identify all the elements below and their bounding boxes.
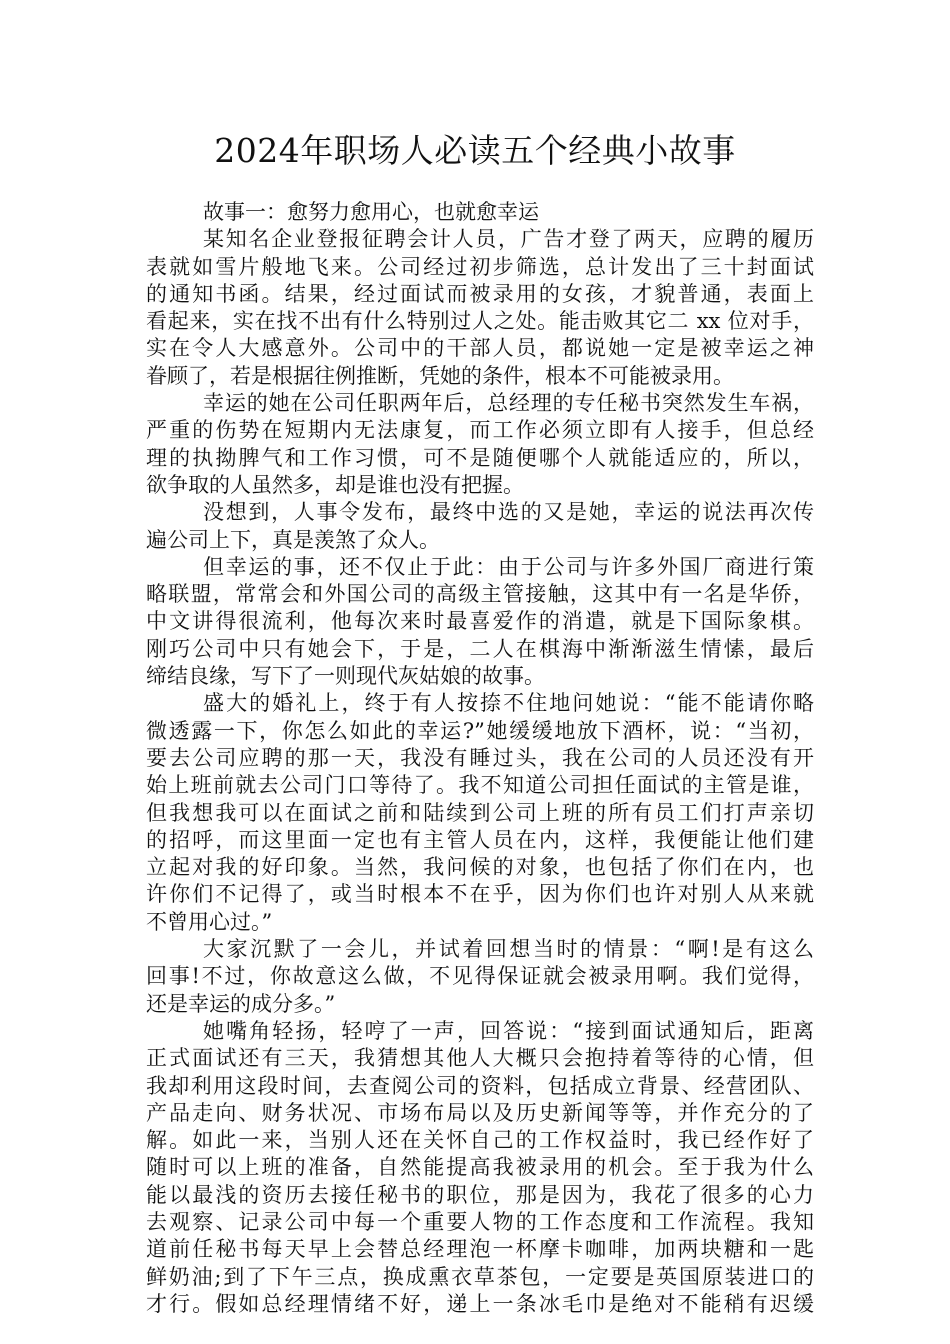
text-line: 欲争取的人虽然多，却是谁也没有把握。 [146, 472, 524, 497]
text-line: 道前任秘书每天早上会替总经理泡一杯摩卡咖啡，加两块糖和一匙 [146, 1237, 814, 1262]
text-line: 理的执拗脾气和工作习惯，可不是随便哪个人就能适应的，所以， [146, 445, 814, 470]
text-line: 才行。假如总经理情绪不好，递上一条冰毛巾是绝对不能稍有迟缓 [146, 1291, 814, 1316]
text-line: 遍公司上下，真是羡煞了众人。 [146, 527, 440, 552]
text-line: 但我想我可以在面试之前和陆续到公司上班的所有员工们打声亲切 [146, 800, 814, 825]
document-body [146, 199, 814, 1318]
text-line: 去观察、记录公司中每一个重要人物的工作态度和工作流程。我知 [146, 1209, 814, 1234]
text-line: 表就如雪片般地飞来。公司经过初步筛选，总计发出了三十封面试 [146, 254, 814, 279]
text-line: 回事!不过，你故意这么做，不见得保证就会被录用啊。我们觉得， [146, 964, 814, 989]
text-line: 要去公司应聘的那一天，我没有睡过头，我在公司的人员还没有开 [146, 745, 814, 770]
text-line: 没想到，人事令发布，最终中选的又是她，幸运的说法再次传 [203, 500, 814, 525]
text-line: 产品走向、财务状况、市场布局以及历史新闻等等，并作充分的了 [146, 1100, 814, 1125]
text-line: 缔结良缘，写下了一则现代灰姑娘的故事。 [146, 664, 545, 689]
text-line: 幸运的她在公司任职两年后，总经理的专任秘书突然发生车祸， [203, 391, 814, 416]
text-line: 实在令人大感意外。公司中的干部人员，都说她一定是被幸运之神 [146, 336, 814, 361]
document-title: 2024年职场人必读五个经典小故事 [214, 131, 736, 170]
text-line: 大家沉默了一会儿，并试着回想当时的情景：“啊!是有这么 [203, 937, 814, 962]
text-line: 能以最浅的资历去接任秘书的职位，那是因为，我花了很多的心力 [146, 1182, 814, 1207]
text-line: 微透露一下，你怎么如此的幸运?”她缓缓地放下酒杯，说：“当初， [146, 718, 814, 743]
text-line: 随时可以上班的准备，自然能提高我被录用的机会。至于我为什么 [146, 1155, 814, 1180]
text-line: 不曾用心过。” [146, 909, 273, 934]
text-line: 看起来，实在找不出有什么特别过人之处。能击败其它二 xx 位对手， [146, 309, 814, 334]
text-line: 立起对我的好印象。当然，我问候的对象，也包括了你们在内，也 [146, 855, 814, 880]
text-line: 鲜奶油;到了下午三点，换成熏衣草茶包，一定要是英国原装进口的 [146, 1264, 814, 1289]
text-line: 还是幸运的成分多。” [146, 991, 336, 1016]
text-line: 故事一：愈努力愈用心，也就愈幸运 [203, 200, 539, 224]
text-line: 严重的伤势在短期内无法康复，而工作必须立即有人接手，但总经 [146, 418, 814, 443]
text-line: 正式面试还有三天，我猜想其他人大概只会抱持着等待的心情，但 [146, 1046, 814, 1071]
text-line: 刚巧公司中只有她会下，于是，二人在棋海中渐渐滋生情愫，最后 [146, 636, 814, 661]
text-line: 略联盟，常常会和外国公司的高级主管接触，这其中有一名是华侨， [146, 582, 814, 607]
text-line: 中文讲得很流利，他每次来时最喜爱作的消遣，就是下国际象棋。 [146, 609, 814, 634]
text-line: 的通知书函。结果，经过面试而被录用的女孩，才貌普通，表面上 [146, 281, 814, 306]
text-line: 盛大的婚礼上，终于有人按捺不住地问她说：“能不能请你略 [203, 691, 814, 716]
text-line: 某知名企业登报征聘会计人员，广告才登了两天，应聘的履历 [203, 227, 814, 252]
text-line: 的招呼，而这里面一定也有主管人员在内，这样，我便能让他们建 [146, 827, 814, 852]
text-line: 许你们不记得了，或当时根本不在乎，因为你们也许对别人从来就 [146, 882, 814, 907]
text-line: 但幸运的事，还不仅止于此：由于公司与许多外国厂商进行策 [203, 554, 814, 579]
text-line: 我却利用这段时间，去查阅公司的资料，包括成立背景、经营团队、 [146, 1073, 814, 1098]
text-line: 始上班前就去公司门口等待了。我不知道公司担任面试的主管是谁， [146, 773, 814, 798]
text-line: 解。如此一来，当别人还在关怀自己的工作权益时，我已经作好了 [146, 1128, 814, 1153]
text-line: 眷顾了，若是根据往例推断，凭她的条件，根本不可能被录用。 [146, 363, 734, 388]
text-line: 她嘴角轻扬，轻哼了一声，回答说：“接到面试通知后，距离 [203, 1018, 814, 1043]
